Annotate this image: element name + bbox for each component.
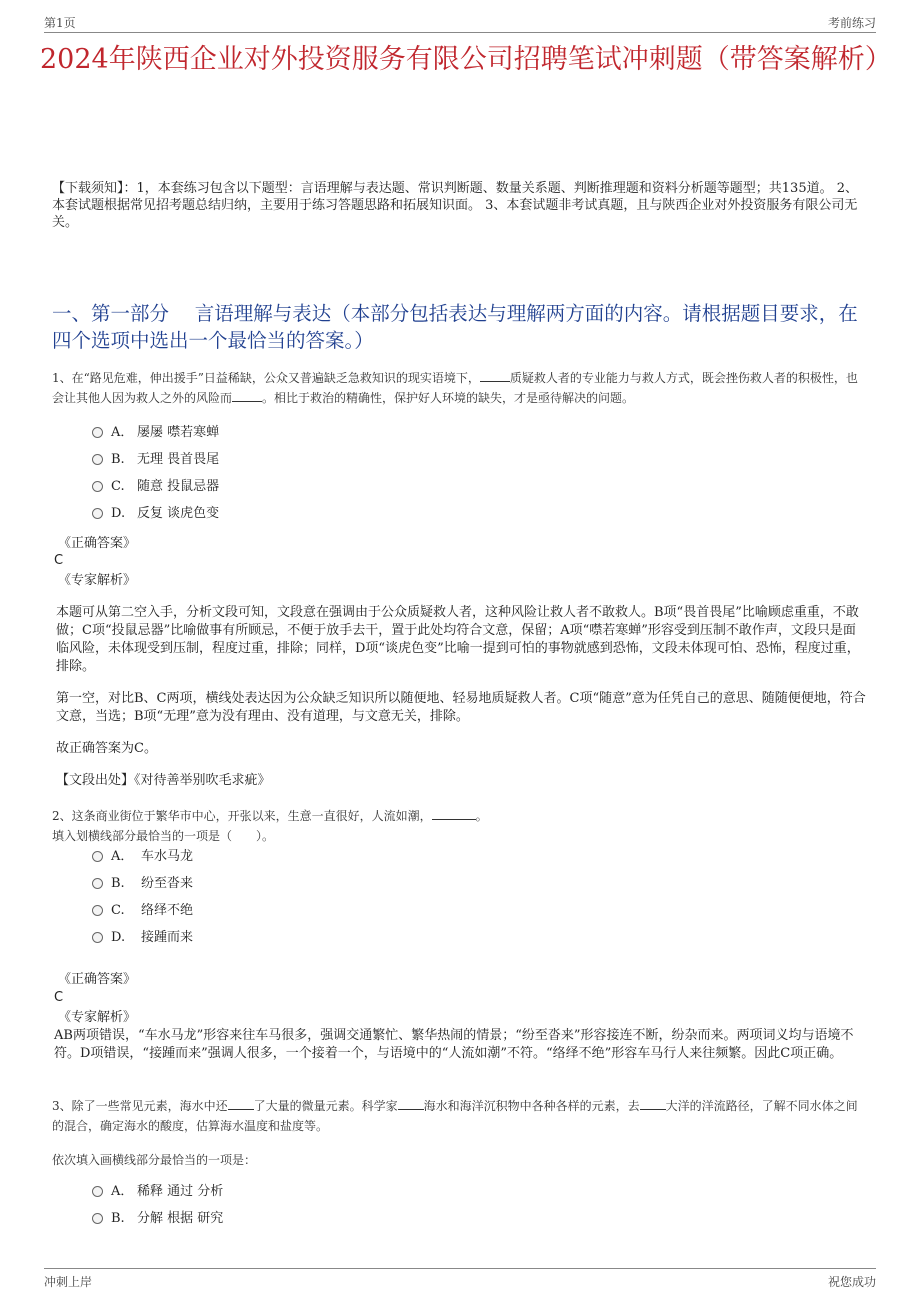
analysis-conclusion: 故正确答案为C。 <box>56 741 157 756</box>
question-text: 了大量的微量元素。科学家 <box>253 1099 398 1113</box>
header-label: 考前练习 <box>827 16 876 30</box>
radio-icon[interactable] <box>92 878 103 889</box>
question-2 <box>52 806 868 846</box>
radio-icon[interactable] <box>92 1213 103 1224</box>
question-3 <box>52 1096 868 1136</box>
option-b[interactable] <box>92 451 219 469</box>
option-key: B. <box>111 876 125 891</box>
option-text: 络绎不绝 <box>141 903 194 918</box>
analysis-label: 《专家解析》 <box>58 573 137 588</box>
footer-left: 冲刺上岸 <box>44 1275 93 1289</box>
question-1 <box>52 368 868 408</box>
option-a[interactable] <box>92 1183 223 1201</box>
option-key: A． <box>111 425 134 440</box>
document-title: 2024年陕西企业对外投资服务有限公司招聘笔试冲刺题（带答案解析） <box>40 44 892 75</box>
option-text: 屡屡 噤若寒蝉 <box>137 425 220 440</box>
option-text: 车水马龙 <box>141 849 194 864</box>
option-text: 无理 畏首畏尾 <box>137 452 220 467</box>
question-text: 3、除了一些常见元素，海水中还 <box>52 1099 228 1113</box>
blank <box>228 1098 254 1110</box>
option-text: 随意 投鼠忌器 <box>137 479 220 494</box>
option-key: A． <box>111 1184 134 1199</box>
option-text: 纷至沓来 <box>141 876 194 891</box>
question-text: 质疑救人者的专业能力与救人方式，既会挫伤救人者的积极性，也会让其他人因为救人之外的风险而 <box>52 371 858 405</box>
option-c[interactable] <box>92 902 193 920</box>
analysis-paragraph: 本题可从第二空入手，分析文段可知，文段意在强调由于公众质疑救人者，这种风险让救人者不敢救人。B项“畏首畏尾”比喻顾虑重重，不敢做；C项“投鼠忌器”比喻做事有所顾忌，不便于放手去干，置于此处均符合文意，保留；A项“噤若寒蝉”形容受到压制不敢作声，文段只是面临风险，未体现受到压制，程度过重，排除；同样，D项“谈虎色变”比喻一提到可怕的事物就感到恐怖，文段未体现可怕、恐怖，程度过重，排除。 <box>56 605 860 674</box>
answer-value: C <box>54 553 64 568</box>
answer-label: 《正确答案》 <box>58 536 137 551</box>
option-b[interactable] <box>92 1210 223 1228</box>
radio-icon[interactable] <box>92 508 103 519</box>
option-d[interactable] <box>92 929 193 947</box>
radio-icon[interactable] <box>92 1186 103 1197</box>
radio-icon[interactable] <box>92 427 103 438</box>
question-text: 2、这条商业街位于繁华市中心，开张以来，生意一直很好，人流如潮， <box>52 809 432 823</box>
radio-icon[interactable] <box>92 454 103 465</box>
footer-right: 祝您成功 <box>827 1275 876 1289</box>
blank <box>432 808 476 820</box>
page-number: 第1页 <box>44 16 76 30</box>
question-prompt: 依次填入画横线部分最恰当的一项是： <box>52 1153 257 1167</box>
option-text: 稀释 通过 分析 <box>137 1184 224 1199</box>
blank <box>480 370 510 382</box>
analysis-paragraph: 第一空，对比B、C两项，横线处表达因为公众缺乏知识所以随便地、轻易地质疑救人者。C项“随意”意为任凭自己的意思、随随便便地，符合文意，当选；B项“无理”意为没有理由、没有道理，与文意无关，排除。 <box>56 691 866 724</box>
page-header <box>44 12 876 33</box>
download-notice: 【下载须知】：1，本套练习包含以下题型：言语理解与表达题、常识判断题、数量关系题、判断推理题和资料分析题等题型；共135道。 2、本套试题根据常见招考题总结归纳，主要用于练习答题思路和拓展知识面。 3、本套试题非考试真题，且与陕西企业对外投资服务有限公司无关。 <box>52 181 858 230</box>
blank <box>640 1098 666 1110</box>
option-key: C. <box>111 903 125 918</box>
section-heading: 一、第一部分 言语理解与表达（本部分包括表达与理解两方面的内容。请根据题目要求，在四个选项中选出一个最恰当的答案。） <box>52 302 858 352</box>
page-footer <box>44 1268 876 1289</box>
option-a[interactable] <box>92 848 193 866</box>
radio-icon[interactable] <box>92 932 103 943</box>
blank <box>398 1098 424 1110</box>
option-a[interactable] <box>92 424 219 442</box>
answer-value: C <box>54 990 64 1005</box>
option-d[interactable] <box>92 505 219 523</box>
option-key: D. <box>111 930 126 945</box>
option-text: 反复 谈虎色变 <box>137 506 220 521</box>
radio-icon[interactable] <box>92 481 103 492</box>
option-c[interactable] <box>92 478 219 496</box>
analysis-label: 《专家解析》 <box>58 1010 137 1025</box>
option-text: 分解 根据 研究 <box>137 1211 224 1226</box>
option-key: A． <box>111 849 134 864</box>
option-key: C. <box>111 479 125 494</box>
question-text: 。 <box>475 809 488 823</box>
radio-icon[interactable] <box>92 851 103 862</box>
question-text: 大洋的洋流路径，了解不同水体之间的混合，确定海水的酸度，估算海水温度和盐度等。 <box>52 1099 858 1133</box>
question-text: 海水和海洋沉积物中各种各样的元素，去 <box>423 1099 640 1113</box>
radio-icon[interactable] <box>92 905 103 916</box>
option-key: B. <box>111 1211 125 1226</box>
analysis-paragraph: AB两项错误，“车水马龙”形容来往车马很多，强调交通繁忙、繁华热闹的情景；“纷至沓来”形容接连不断，纷杂而来。两项词义均与语境不符。D项错误，“接踵而来”强调人很多，一个接着一个，与语境中的“人流如潮”不符。“络绎不绝”形容车马行人来往频繁。因此C项正确。 <box>54 1028 854 1061</box>
question-prompt: 填入划横线部分最恰当的一项是（ ）。 <box>52 829 275 843</box>
option-key: B. <box>111 452 125 467</box>
question-text: 1、在“路见危难，伸出援手”日益稀缺，公众又普遍缺乏急救知识的现实语境下， <box>52 371 480 385</box>
option-text: 接踵而来 <box>141 930 194 945</box>
option-b[interactable] <box>92 875 193 893</box>
blank <box>232 390 262 402</box>
answer-label: 《正确答案》 <box>58 972 137 987</box>
source-citation: 【文段出处】《对待善举别吹毛求疵》 <box>56 773 271 788</box>
question-text: 。相比于救治的精确性，保护好人环境的缺失，才是亟待解决的问题。 <box>262 391 635 405</box>
option-key: D. <box>111 506 126 521</box>
